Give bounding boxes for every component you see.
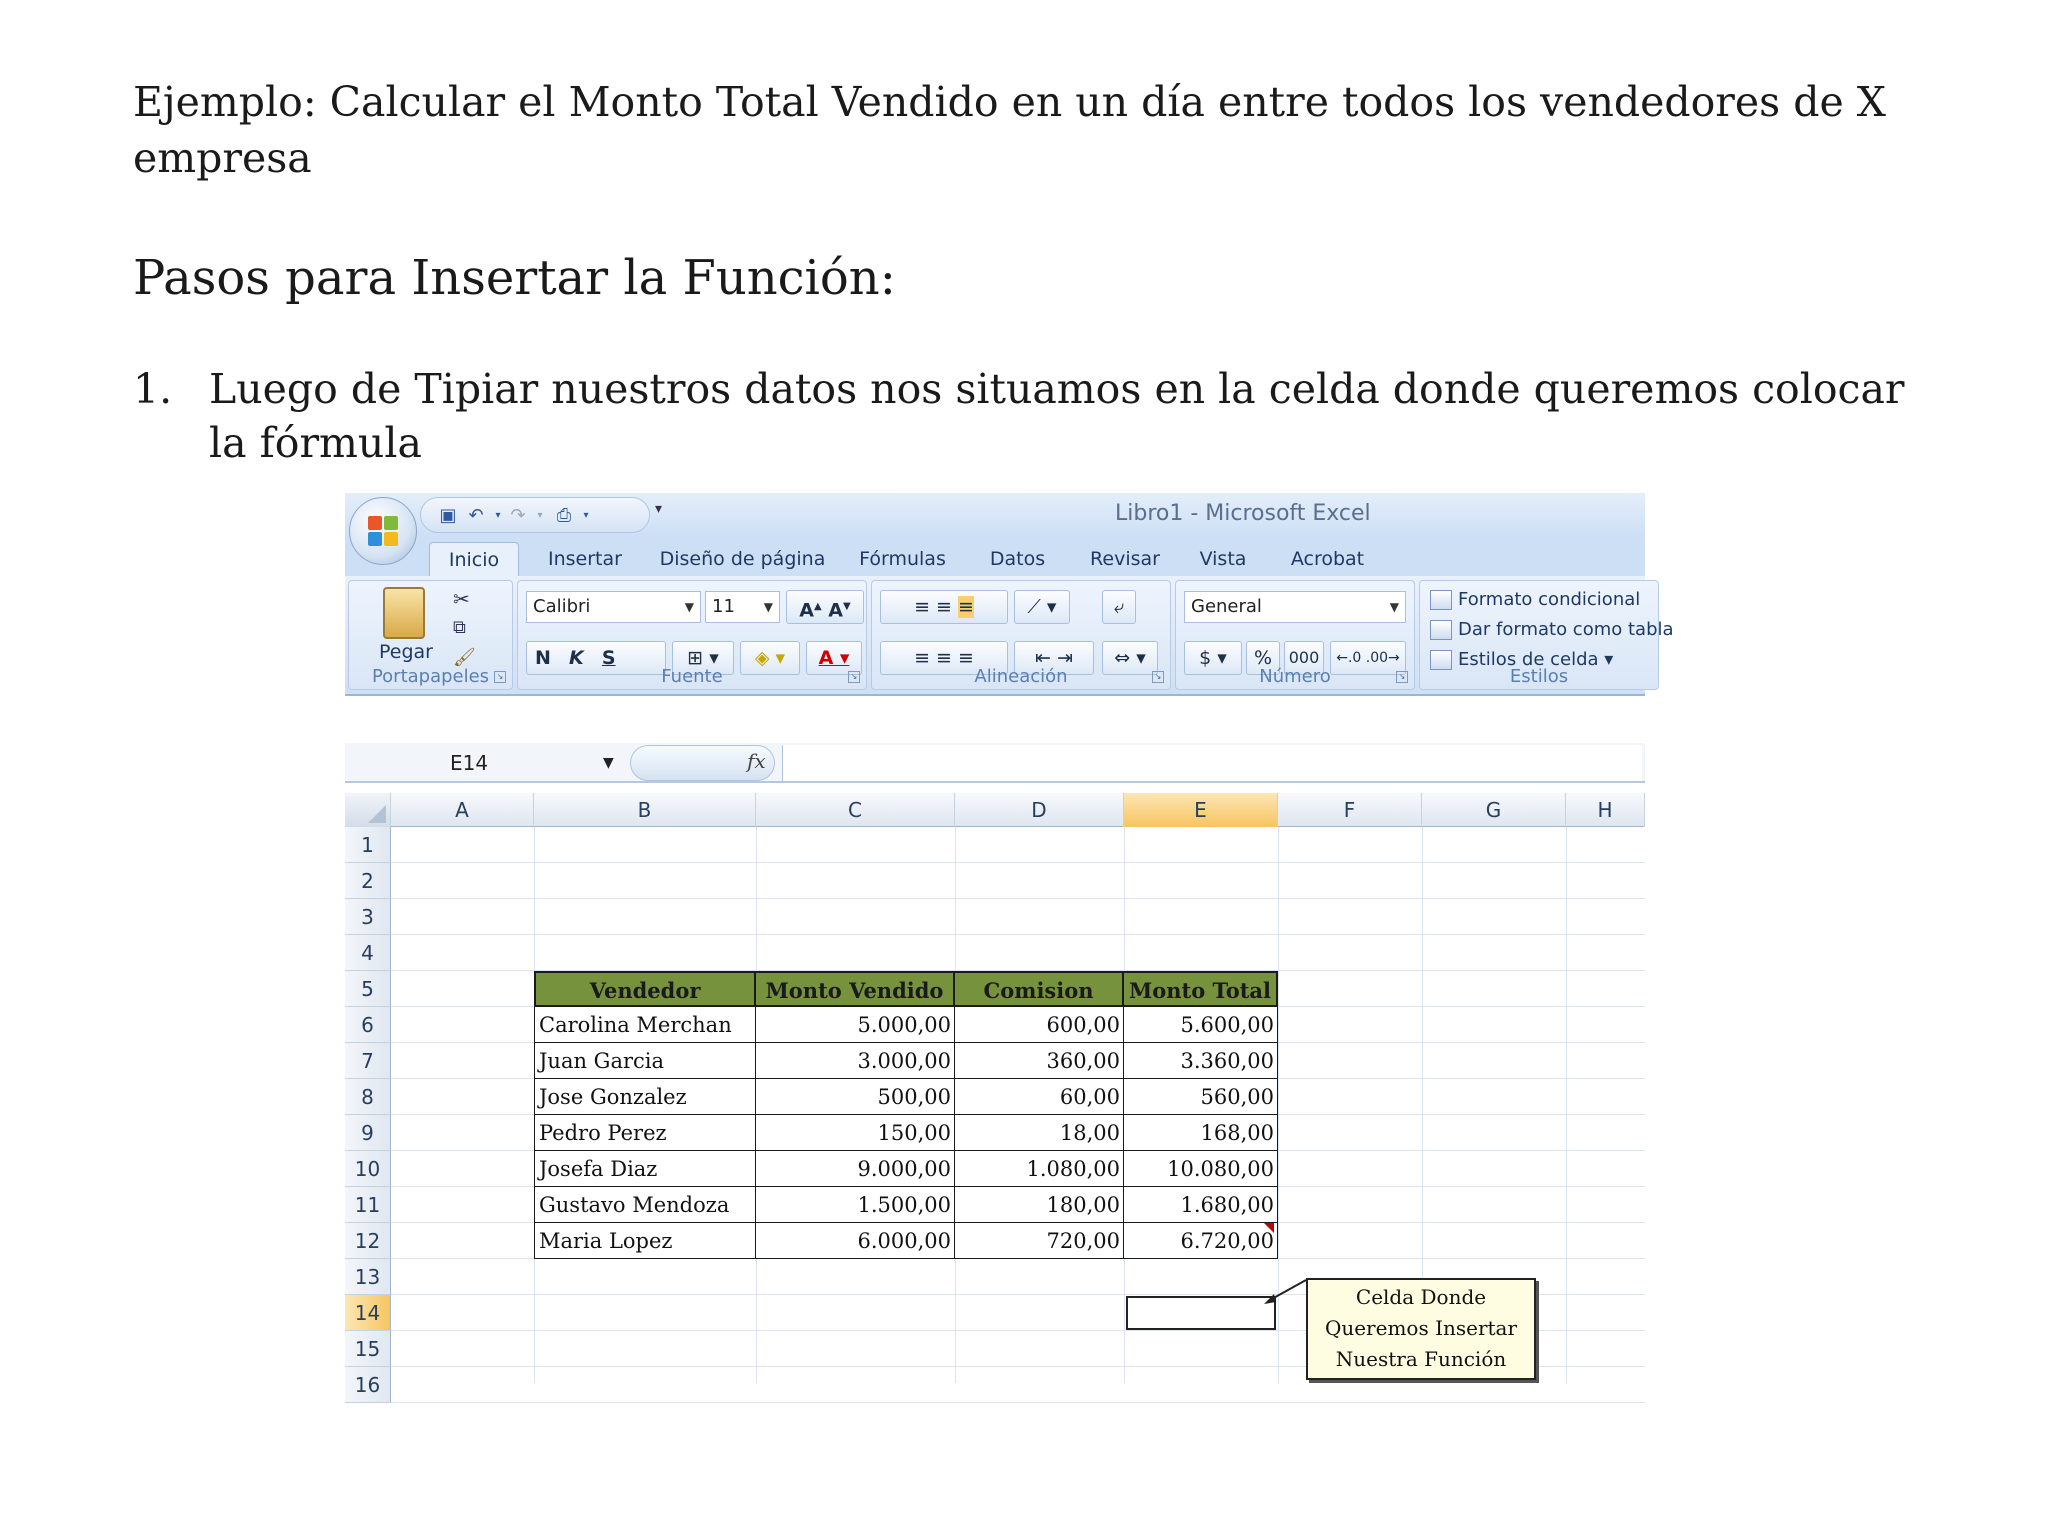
cell-styles-button[interactable]: Estilos de celda ▾: [1430, 649, 1613, 670]
preview-dropdown-icon[interactable]: ▾: [583, 510, 589, 521]
table-cell[interactable]: 10.080,00: [1124, 1151, 1278, 1187]
table-cell[interactable]: 1.080,00: [955, 1151, 1124, 1187]
gridline: [391, 1402, 1645, 1403]
row-header-13[interactable]: 13: [345, 1259, 391, 1295]
tab-vista[interactable]: Vista: [1199, 548, 1247, 570]
group-alineacion: [871, 580, 1171, 690]
accounting-format-icon[interactable]: $ ▾: [1184, 641, 1242, 675]
font-grow-shrink-button[interactable]: A▲ A▼: [786, 590, 864, 624]
chevron-down-icon: ▼: [684, 600, 694, 614]
chevron-down-icon: ▼: [763, 600, 773, 614]
thousands-button[interactable]: 000: [1284, 641, 1324, 675]
ribbon-tabs: [345, 538, 1645, 576]
font-name-combo[interactable]: [526, 591, 701, 623]
dialog-launcher-icon[interactable]: ↘: [848, 671, 860, 683]
select-all-button[interactable]: [345, 793, 391, 827]
group-label-portapapeles: Portapapeles: [371, 666, 490, 687]
window-title: Libro1 - Microsoft Excel: [1115, 501, 1371, 526]
row-header-15[interactable]: 15: [345, 1331, 391, 1367]
row-header-9[interactable]: 9: [345, 1115, 391, 1151]
table-cell[interactable]: Jose Gonzalez: [534, 1079, 756, 1115]
column-header-h[interactable]: H: [1566, 793, 1645, 827]
table-cell[interactable]: 6.000,00: [756, 1223, 955, 1259]
title-bar: [345, 493, 1645, 538]
table-cell[interactable]: 168,00: [1124, 1115, 1278, 1151]
table-cell[interactable]: 560,00: [1124, 1079, 1278, 1115]
column-header-d[interactable]: D: [955, 793, 1124, 827]
number-format-value: General: [1191, 596, 1262, 617]
table-cell[interactable]: Juan Garcia: [534, 1043, 756, 1079]
callout-arrow-icon: [1262, 1278, 1308, 1306]
table-header-cell[interactable]: Comision: [955, 971, 1124, 1007]
active-cell-e14[interactable]: [1126, 1296, 1276, 1330]
conditional-format-icon: [1430, 590, 1452, 610]
row-header-11[interactable]: 11: [345, 1187, 391, 1223]
steps-heading: Pasos para Insertar la Función:: [133, 250, 896, 306]
bold-button[interactable]: N: [535, 647, 551, 669]
chevron-down-icon: ▼: [1389, 600, 1399, 614]
wrap-text-icon[interactable]: ⤶: [1102, 590, 1136, 624]
row-header-7[interactable]: 7: [345, 1043, 391, 1079]
percent-button[interactable]: %: [1246, 641, 1280, 675]
group-portapapeles: [348, 580, 513, 690]
gridline: [391, 862, 1645, 863]
gridline: [391, 934, 1645, 935]
table-cell[interactable]: Pedro Perez: [534, 1115, 756, 1151]
table-cell[interactable]: 9.000,00: [756, 1151, 955, 1187]
table-cell[interactable]: 5.600,00: [1124, 1007, 1278, 1043]
row-header-3[interactable]: 3: [345, 899, 391, 935]
step-1-text: Luego de Tipiar nuestros datos nos situamos en la celda donde queremos colocar la fórmula: [209, 365, 1905, 467]
row-header-2[interactable]: 2: [345, 863, 391, 899]
row-header-10[interactable]: 10: [345, 1151, 391, 1187]
callout-note: [1306, 1278, 1536, 1380]
group-numero: [1175, 580, 1415, 690]
column-header-c[interactable]: C: [756, 793, 955, 827]
callout-line-2: Queremos Insertar: [1324, 1316, 1518, 1340]
quick-access-toolbar: [420, 497, 650, 533]
table-cell[interactable]: 18,00: [955, 1115, 1124, 1151]
comment-indicator: [1264, 1223, 1274, 1233]
table-cell[interactable]: Gustavo Mendoza: [534, 1187, 756, 1223]
tab-acrobat[interactable]: Acrobat: [1290, 548, 1365, 570]
row-header-8[interactable]: 8: [345, 1079, 391, 1115]
column-header-e[interactable]: E: [1124, 793, 1278, 827]
insert-function-icon[interactable]: fx: [747, 749, 766, 773]
table-header-cell[interactable]: Vendedor: [534, 971, 756, 1007]
table-cell[interactable]: 600,00: [955, 1007, 1124, 1043]
tab-diseno-pagina[interactable]: Diseño de página: [659, 548, 826, 570]
customize-toolbar-icon[interactable]: ▾: [655, 501, 663, 517]
group-estilos: [1419, 580, 1674, 690]
tab-inicio[interactable]: Inicio: [429, 542, 519, 576]
indent-icons[interactable]: ⇤ ⇥: [1014, 641, 1094, 675]
table-cell[interactable]: 150,00: [756, 1115, 955, 1151]
table-cell[interactable]: 1.680,00: [1124, 1187, 1278, 1223]
undo-icon[interactable]: ↶: [468, 505, 484, 526]
group-label-estilos: Estilos: [1509, 666, 1569, 687]
step-1-number: 1.: [133, 365, 173, 413]
table-cell[interactable]: 3.000,00: [756, 1043, 955, 1079]
tab-revisar[interactable]: Revisar: [1090, 548, 1160, 570]
chevron-down-icon[interactable]: ▼: [603, 755, 614, 771]
group-label-numero: Número: [1259, 666, 1331, 687]
italic-button[interactable]: K: [569, 647, 584, 669]
borders-icon[interactable]: ⊞ ▾: [672, 641, 734, 675]
table-cell[interactable]: 360,00: [955, 1043, 1124, 1079]
font-size-combo[interactable]: [705, 591, 780, 623]
vertical-align-icons[interactable]: ≡ ≡ ≡: [880, 590, 1008, 624]
fill-color-icon[interactable]: ◈ ▾: [740, 641, 800, 675]
gridline: [1566, 827, 1567, 1383]
column-header-f[interactable]: F: [1278, 793, 1422, 827]
callout-line-1: Celda Donde: [1355, 1285, 1487, 1309]
table-cell[interactable]: Josefa Diaz: [534, 1151, 756, 1187]
table-header-cell[interactable]: Monto Vendido: [756, 971, 955, 1007]
ribbon: [345, 576, 1674, 696]
row-header-14[interactable]: 14: [345, 1295, 391, 1331]
row-header-1[interactable]: 1: [345, 827, 391, 863]
intro-text: Ejemplo: Calcular el Monto Total Vendido en un día entre todos los vendedores de X empresa: [133, 78, 1886, 182]
tab-datos[interactable]: Datos: [989, 548, 1046, 570]
name-box[interactable]: E14: [450, 751, 489, 775]
row-header-5[interactable]: 5: [345, 971, 391, 1007]
paste-label[interactable]: Pegar: [379, 641, 433, 663]
column-headers: [345, 793, 1645, 827]
group-label-alineacion: Alineación: [974, 666, 1068, 687]
font-color-icon[interactable]: A ▾: [806, 641, 862, 675]
copy-icon[interactable]: ⧉: [453, 617, 466, 638]
dialog-launcher-icon[interactable]: ↘: [1152, 671, 1164, 683]
orientation-icon[interactable]: ⟋ ▾: [1014, 590, 1070, 624]
table-cell[interactable]: 6.720,00: [1124, 1223, 1278, 1259]
row-header-6[interactable]: 6: [345, 1007, 391, 1043]
table-cell[interactable]: 500,00: [756, 1079, 955, 1115]
decimal-increase-decrease-icon[interactable]: ←.0 .00→: [1330, 641, 1406, 675]
column-header-b[interactable]: B: [534, 793, 756, 827]
tab-formulas[interactable]: Fórmulas: [859, 548, 946, 570]
print-preview-icon[interactable]: ⎙: [556, 505, 572, 526]
underline-button[interactable]: S: [601, 647, 616, 669]
table-cell[interactable]: Maria Lopez: [534, 1223, 756, 1259]
format-painter-icon[interactable]: 🖌: [453, 647, 476, 668]
formula-bar: [345, 743, 1645, 783]
office-button[interactable]: [349, 497, 417, 565]
table-cell[interactable]: 180,00: [955, 1187, 1124, 1223]
table-cell[interactable]: 720,00: [955, 1223, 1124, 1259]
font-size-value: 11: [712, 596, 735, 617]
table-cell[interactable]: 1.500,00: [756, 1187, 955, 1223]
office-logo-icon: [368, 516, 400, 548]
table-cell[interactable]: Carolina Merchan: [534, 1007, 756, 1043]
table-cell[interactable]: 5.000,00: [756, 1007, 955, 1043]
redo-icon[interactable]: ↷: [510, 505, 526, 526]
horizontal-align-icons[interactable]: ≡ ≡ ≡: [880, 641, 1008, 675]
group-fuente: [517, 580, 867, 690]
row-header-16[interactable]: 16: [345, 1367, 391, 1403]
callout-line-3: Nuestra Función: [1335, 1347, 1507, 1371]
table-header-cell[interactable]: Monto Total: [1124, 971, 1278, 1007]
step-1: [133, 362, 1933, 470]
redo-dropdown-icon[interactable]: ▾: [537, 510, 543, 521]
row-header-12[interactable]: 12: [345, 1223, 391, 1259]
table-cell[interactable]: 3.360,00: [1124, 1043, 1278, 1079]
gridline: [391, 898, 1645, 899]
column-header-g[interactable]: G: [1422, 793, 1566, 827]
paste-icon[interactable]: [383, 587, 425, 639]
undo-dropdown-icon[interactable]: ▾: [495, 510, 501, 521]
table-cell[interactable]: 60,00: [955, 1079, 1124, 1115]
save-icon[interactable]: ▣: [439, 505, 457, 526]
font-name-value: Calibri: [533, 596, 591, 617]
column-header-a[interactable]: A: [391, 793, 534, 827]
group-label-fuente: Fuente: [661, 666, 723, 687]
table-format-icon: [1430, 620, 1452, 640]
cut-icon[interactable]: ✂: [453, 587, 470, 611]
merge-center-icon[interactable]: ⇔ ▾: [1102, 641, 1158, 675]
dialog-launcher-icon[interactable]: ↘: [494, 671, 506, 683]
number-format-combo[interactable]: [1184, 591, 1406, 623]
formula-input[interactable]: [782, 745, 1642, 781]
row-header-4[interactable]: 4: [345, 935, 391, 971]
tab-insertar[interactable]: Insertar: [548, 548, 622, 570]
dialog-launcher-icon[interactable]: ↘: [1396, 671, 1408, 683]
conditional-format-button[interactable]: Formato condicional: [1430, 589, 1640, 610]
format-as-table-button[interactable]: Dar formato como tabla: [1430, 619, 1674, 640]
